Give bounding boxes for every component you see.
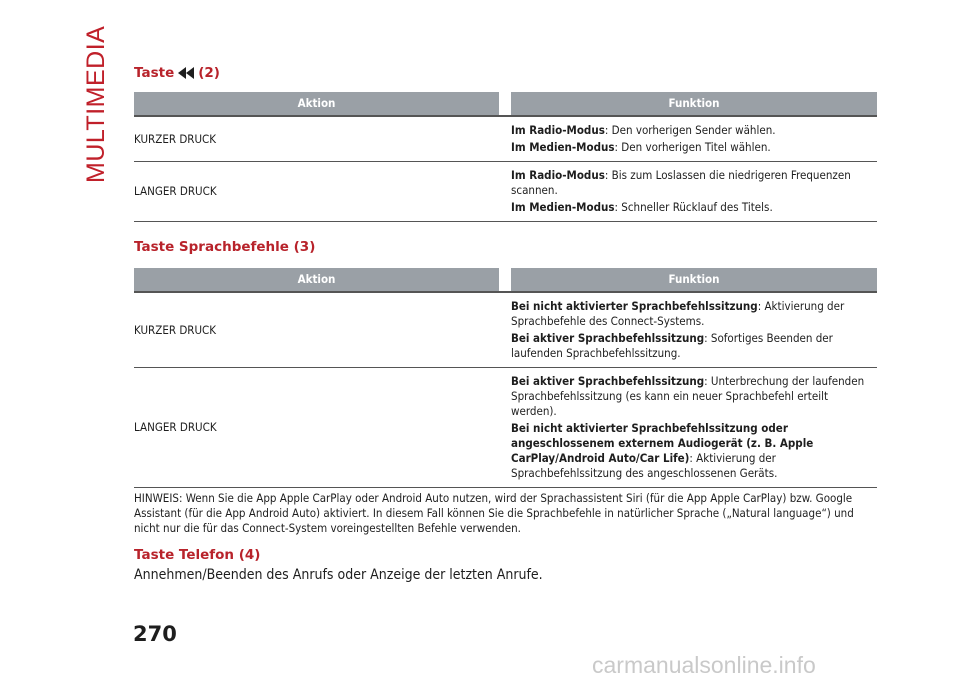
table-cell-function: Bei nicht aktivierter Sprachbefehlssitzung: Aktivierung der Sprachbefehle des Connect-Systems. Bei aktiver Sprachbefehlssitzung: Sofortiges Beenden der laufenden Sprachbefehlssitzung.	[511, 292, 877, 368]
page-number: 270	[133, 622, 177, 646]
column-header-function: Funktion	[511, 268, 877, 292]
table-cell-action: LANGER DRUCK	[134, 368, 499, 488]
column-header-action: Aktion	[134, 92, 499, 116]
table-cell-action: LANGER DRUCK	[134, 162, 499, 222]
column-header-action: Aktion	[134, 268, 499, 292]
rewind-icon	[177, 67, 195, 79]
column-header-function: Funktion	[511, 92, 877, 116]
table-cell-function: Im Radio-Modus: Bis zum Loslassen die niedrigeren Frequenzen scannen. Im Medien-Modus: Schneller Rücklauf des Titels.	[511, 162, 877, 222]
table-cell-action: KURZER DRUCK	[134, 292, 499, 368]
heading-suffix: (2)	[198, 65, 220, 81]
watermark-logo: carmanualsonline.info	[592, 652, 816, 678]
page-content	[134, 62, 877, 584]
section-heading-phone: Taste Telefon (4)	[134, 547, 261, 563]
section-heading-voice: Taste Sprachbefehle (3)	[134, 239, 316, 255]
section-heading-rewind	[134, 62, 877, 84]
button-function-table-voice	[134, 268, 877, 488]
note-paragraph: HINWEIS: Wenn Sie die App Apple CarPlay oder Android Auto nutzen, wird der Sprachassistent Siri (für die App Apple CarPlay) bzw. Google Assistant (für die App Android Auto) aktiviert. In diesem Fall können Sie die Sprachbefehle in natürlicher Sprache („Natural language“) und nicht nur die für das Connect-System voreingestellten Befehle verwenden.	[134, 491, 854, 535]
table-cell-function: Bei aktiver Sprachbefehlssitzung: Unterbrechung der laufenden Sprachbefehlssitzung (es kann ein neuer Sprachbefehl erteilt werden). Bei nicht aktivierter Sprachbefehlssitzung oder angeschlossenem externem Audiogerät (z. B. Apple CarPlay/Android Auto/Car Life): Aktivierung der Sprachbefehlssitzung des angeschlossenen Geräts.	[511, 368, 877, 488]
button-function-table-rewind	[134, 92, 877, 222]
table-cell-action: KURZER DRUCK	[134, 116, 499, 162]
phone-description: Annehmen/Beenden des Anrufs oder Anzeige der letzten Anrufe.	[134, 567, 543, 583]
section-side-label: MULTIMEDIA	[82, 25, 110, 183]
table-cell-function: Im Radio-Modus: Den vorherigen Sender wählen. Im Medien-Modus: Den vorherigen Titel wählen.	[511, 116, 877, 162]
heading-title: Taste	[134, 65, 175, 81]
